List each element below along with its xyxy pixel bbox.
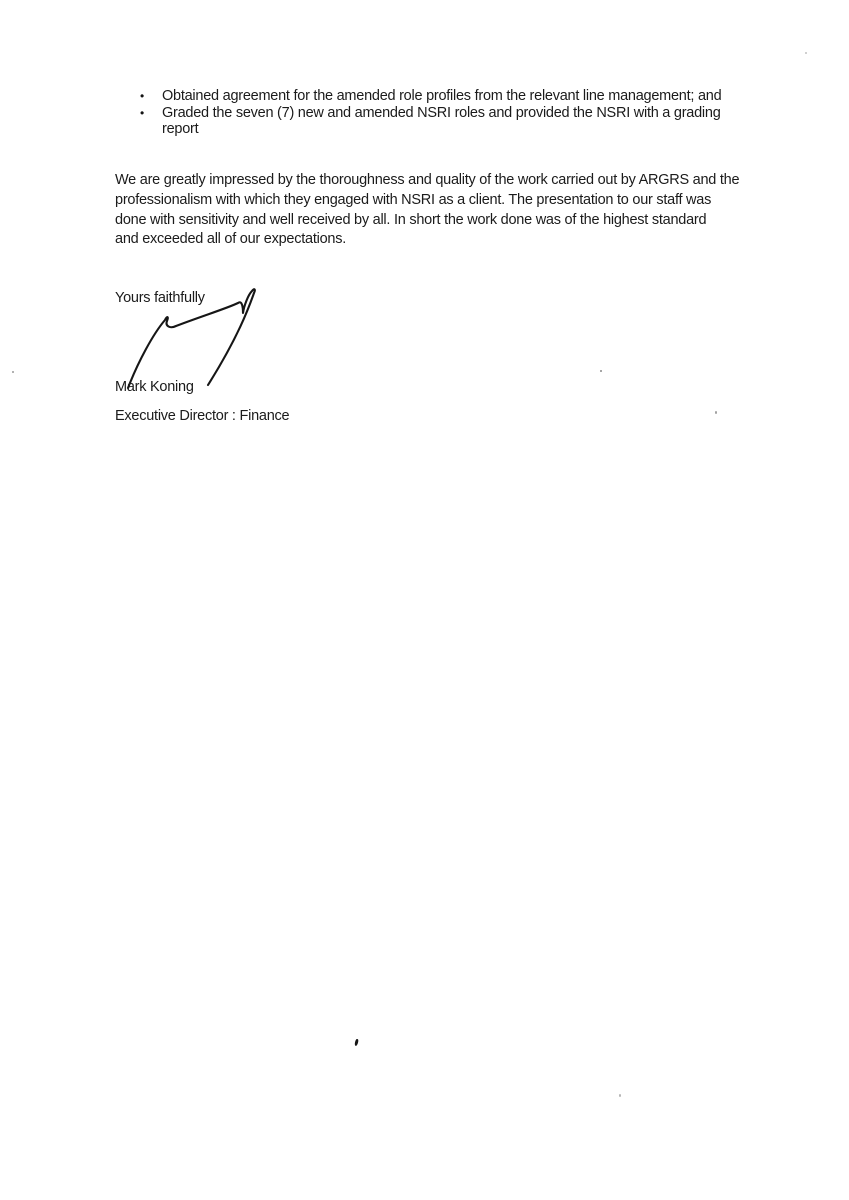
scan-speck bbox=[619, 1094, 621, 1097]
bullet-list bbox=[140, 88, 740, 138]
body-paragraph bbox=[115, 171, 775, 250]
list-item-text: report bbox=[162, 121, 199, 138]
signatory-title: Executive Director : Finance bbox=[115, 408, 290, 424]
paragraph-line: professionalism with which they engaged with NSRI as a client. The presentation to our staff was bbox=[115, 191, 712, 208]
paragraph-line: done with sensitivity and well received by all. In short the work done was of the highest standard bbox=[115, 211, 707, 228]
scan-speck bbox=[600, 370, 602, 372]
list-item bbox=[140, 105, 740, 138]
stray-ink-mark bbox=[354, 1039, 359, 1047]
paragraph-line: and exceeded all of our expectations. bbox=[115, 231, 346, 248]
scan-speck bbox=[715, 411, 717, 414]
bullet-icon: • bbox=[140, 105, 144, 120]
signatory-name: Mark Koning bbox=[115, 379, 194, 395]
scan-speck bbox=[805, 52, 807, 54]
paragraph-line: We are greatly impressed by the thoroughness and quality of the work carried out by ARGRS and the bbox=[115, 172, 740, 188]
scan-speck bbox=[12, 371, 14, 373]
list-item bbox=[140, 88, 740, 105]
list-item-text: Obtained agreement for the amended role profiles from the relevant line management; and bbox=[162, 88, 722, 104]
list-item-text: Graded the seven (7) new and amended NSRI roles and provided the NSRI with a grading bbox=[162, 104, 721, 121]
bullet-icon: • bbox=[140, 89, 144, 103]
closing-salutation: Yours faithfully bbox=[115, 290, 205, 306]
